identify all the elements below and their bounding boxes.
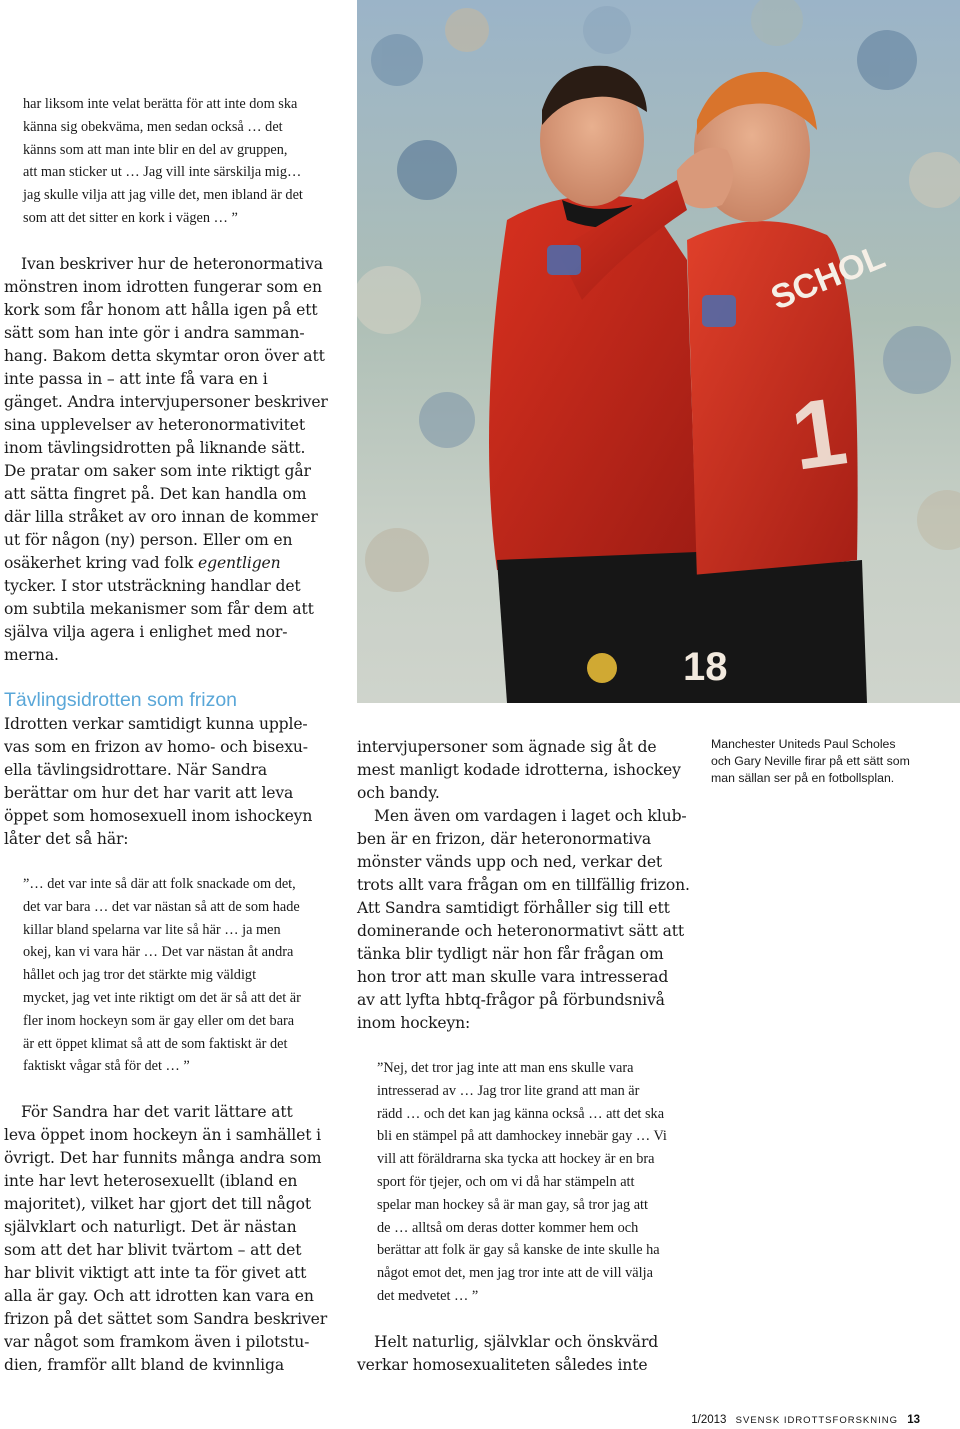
text-line: inom tävlingsidrotten på liknande sätt. xyxy=(4,439,306,457)
text-line: frizon på det sättet som Sandra beskriver xyxy=(4,1310,328,1328)
text-line: självklart och naturligt. Det är nästan xyxy=(4,1218,297,1236)
text-line: osäkerhet kring vad folk egentligen xyxy=(4,554,281,572)
page-number: 13 xyxy=(907,1414,920,1426)
text-line: okej, kan vi vara här … Det var nästan åt andra xyxy=(23,944,294,961)
text-line: tycker. I stor utsträckning handlar det xyxy=(4,577,301,595)
journal-name: SVENSK IDROTTSFORSKNING xyxy=(735,1415,898,1426)
text-line: jag skulle vilja att jag ville det, men ibland är det xyxy=(23,187,303,204)
text-line: ut för någon (ny) person. Eller om en xyxy=(4,531,293,549)
text-line: spelar man hockey så är man gay, så tror jag att xyxy=(377,1196,649,1213)
text-line: som att det sitter en kork i vägen … ” xyxy=(23,209,238,226)
caption-line: Manchester Uniteds Paul Scholes xyxy=(711,737,896,751)
shirt-text: SCHOL xyxy=(765,237,891,318)
text-line: Idrotten verkar samtidigt kunna upple- xyxy=(4,715,308,733)
text-line: hon tror att man skulle vara intresserad xyxy=(357,968,669,986)
photo-caption xyxy=(711,736,910,788)
text-line: som att det har blivit tvärtom – att det xyxy=(4,1241,302,1259)
issue-number: 1/2013 xyxy=(691,1414,727,1426)
text-line: dien, framför allt bland de kvinnliga xyxy=(4,1356,284,1374)
text-line: berättar om hur det har varit att leva xyxy=(4,784,294,802)
text-line: att sätta fingret på. Det kan handla om xyxy=(4,485,307,503)
text-line: fler inom hockeyn som är gay eller om det bara xyxy=(23,1012,295,1029)
text-line: leva öppet inom hockeyn än i samhället i xyxy=(4,1126,321,1144)
text-line: tänka blir tydligt när hon får frågan om xyxy=(357,945,664,963)
text-line: är ett öppet klimat så att de som faktiskt är det xyxy=(23,1035,288,1052)
text-line: inom hockeyn: xyxy=(357,1014,471,1032)
text-line: verkar homosexualiteten således inte xyxy=(357,1356,648,1374)
text-line: kork som får honom att hålla igen på ett xyxy=(4,301,318,319)
text-line: intresserad av … Jag tror lite grand att man är xyxy=(377,1082,640,1099)
text-line: ”… det var inte så där att folk snackade om det, xyxy=(23,876,296,892)
text-line: av att lyfta hbtq-frågor på förbundsnivå xyxy=(357,991,665,1009)
text-line: Helt naturlig, självklar och önskvärd xyxy=(374,1333,659,1351)
text-line: sätt som han inte gör i andra samman- xyxy=(4,324,305,342)
text-line: har blivit viktigt att inte ta för givet att xyxy=(4,1264,307,1282)
text-line: killar bland spelarna var lite så här … ja men xyxy=(23,921,281,938)
text-line: De pratar om saker som inte riktigt går xyxy=(4,462,311,480)
section-heading: Tävlingsidrotten som frizon xyxy=(4,689,238,711)
text-line: intervjupersoner som ägnade sig åt de xyxy=(357,738,657,756)
text-line: känna sig obekväma, men sedan också … det xyxy=(23,118,283,135)
text-line: vill att föräldrarna ska tycka att hockey är en bra xyxy=(377,1151,655,1168)
quote-ivan-end xyxy=(23,93,303,230)
paragraph-sandra-lattare xyxy=(4,1101,327,1377)
text-line: För Sandra har det varit lättare att xyxy=(21,1103,293,1121)
text-line: de … alltså om deras dotter kommer hem och xyxy=(377,1219,639,1236)
text-line: alla är gay. Och att idrotten kan vara en xyxy=(4,1287,314,1305)
text-line: inte har levt heterosexuellt (ibland en xyxy=(4,1172,298,1190)
text-line: känns som att man inte blir en del av gruppen, xyxy=(23,141,288,158)
text-line: och bandy. xyxy=(357,784,440,802)
text-line: om subtila mekanismer som får dem att xyxy=(4,600,314,618)
paragraph-intervjupersoner xyxy=(357,736,690,1035)
text-line: berättar att folk är gay så kanske de inte skulle ha xyxy=(377,1242,660,1259)
text-line: själva vilja agera i enlighet med nor- xyxy=(4,623,288,641)
text-line: det medvetet … ” xyxy=(377,1287,479,1304)
text-line: hållet och jag tror det stärkte mig väldigt xyxy=(23,967,257,984)
text-line: sina upplevelser av heteronormativitet xyxy=(4,416,305,434)
text-line: mönstren inom idrotten fungerar som en xyxy=(4,278,322,296)
text-line: har liksom inte velat berätta för att inte dom ska xyxy=(23,96,298,112)
text-line: ben är en frizon, där heteronormativa xyxy=(357,830,651,848)
page-footer xyxy=(691,1414,920,1426)
text-line: merna. xyxy=(4,646,59,664)
quote-sandra xyxy=(23,873,301,1078)
text-line: där lilla stråket av oro innan de kommer xyxy=(4,508,318,526)
paragraph-helt-naturlig xyxy=(357,1331,658,1377)
caption-line: man sällan ser på en fotbollsplan. xyxy=(711,771,895,786)
text-line: hang. Bakom detta skymtar oron över att xyxy=(4,347,325,365)
paragraph-ivan xyxy=(4,253,328,667)
svg-text:1: 1 xyxy=(785,377,853,491)
text-line: övrigt. Det har funnits många andra som xyxy=(4,1149,322,1167)
paragraph-idrotten-frizon xyxy=(4,713,312,851)
text-line: inte passa in – att inte få vara en i xyxy=(4,370,268,388)
text-line: ”Nej, det tror jag inte att man ens skulle vara xyxy=(377,1060,634,1076)
text-line: var något som framkom även i pilotstu- xyxy=(4,1333,310,1351)
text-line: något emot det, men jag tror inte att de vill välja xyxy=(377,1265,653,1282)
text-line: trots allt vara frågan om en tillfällig frizon. xyxy=(357,876,690,894)
text-line: vas som en frizon av homo- och bisexu- xyxy=(4,738,308,756)
text-line: mest manligt kodade idrotterna, ishockey xyxy=(357,761,681,779)
text-line: att man sticker ut … Jag vill inte särskilja mig… xyxy=(23,164,302,181)
quote-sandra-forbund xyxy=(377,1057,667,1308)
text-line: dominerande och heteronormativt sätt att xyxy=(357,922,684,940)
text-line: gänget. Andra intervjupersoner beskriver xyxy=(4,393,328,411)
text-line: mönster vänds upp och ned, verkar det xyxy=(357,853,663,871)
text-line: bli en stämpel på att damhockey innebär gay … Vi xyxy=(377,1128,667,1145)
text-line: sport för tjejer, och om vi då har stämpeln att xyxy=(377,1173,635,1190)
text-line: låter det så här: xyxy=(4,830,129,848)
shirt-number: 18 xyxy=(683,645,728,689)
text-line: Ivan beskriver hur de heteronormativa xyxy=(21,255,323,273)
text-line: det var bara … det var nästan så att de som hade xyxy=(23,898,300,915)
caption-line: och Gary Neville firar på ett sätt som xyxy=(711,754,910,769)
text-line: ella tävlingsidrottare. När Sandra xyxy=(4,761,268,779)
text-line: majoritet), vilket har gjort det till något xyxy=(4,1195,311,1213)
text-line: faktiskt vågar stå för det … ” xyxy=(23,1058,190,1075)
text-line: mycket, jag vet inte riktigt om det är så att det är xyxy=(23,989,301,1006)
photo-scholes-neville xyxy=(357,0,960,703)
text-line: öppet som homosexuell inom ishockeyn xyxy=(4,807,313,825)
text-line: rädd … och det kan jag känna också … att det ska xyxy=(377,1105,665,1122)
text-line: Men även om vardagen i laget och klub- xyxy=(374,807,687,825)
text-line: Att Sandra samtidigt förhåller sig till ett xyxy=(357,899,670,917)
